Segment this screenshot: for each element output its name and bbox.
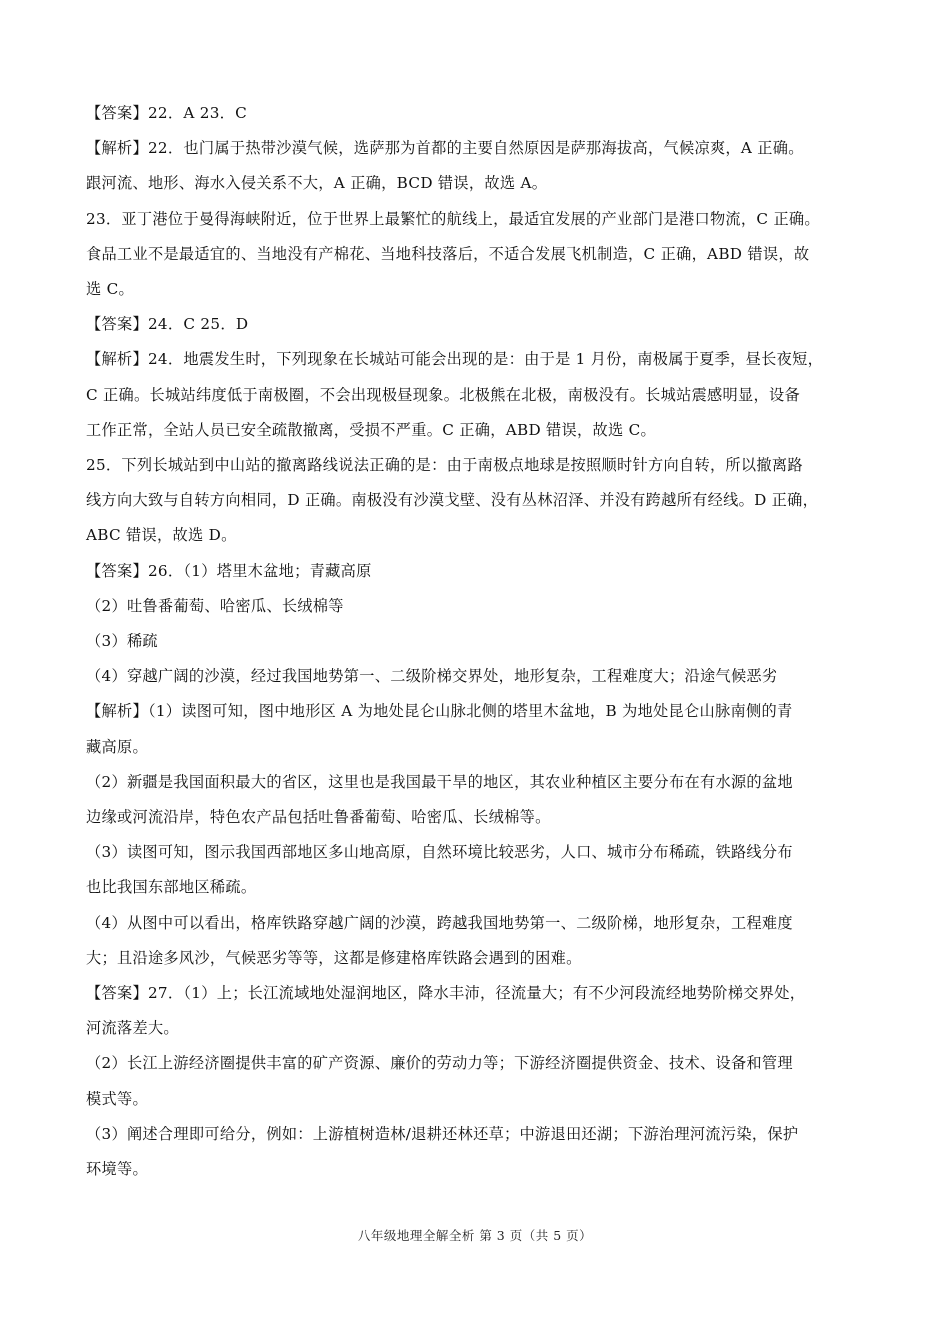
text-line: 【答案】27．（1）上；长江流域地处湿润地区，降水丰沛，径流量大；有不少河段流经地势阶梯交界处，	[86, 984, 806, 1003]
text-line: 食品工业不是最适宜的、当地没有产棉花、当地科技落后，不适合发展飞机制造，C 正确，ABD 错误，故	[86, 244, 810, 263]
text-line: 【解析】24．地震发生时，下列现象在长城站可能会出现的是：由于是 1 月份，南极属于夏季，昼长夜短，	[86, 350, 824, 369]
text-line: 河流落差大。	[86, 1019, 179, 1038]
text-line: 线方向大致与自转方向相同，D 正确。南极没有沙漠戈壁、没有丛林沼泽、并没有跨越所有经线。D 正确，	[86, 491, 819, 510]
text-line: 【答案】22．A 23．C	[86, 104, 248, 122]
text-line: （3）阐述合理即可给分，例如：上游植树造林/退耕还林还草；中游退田还湖；下游治理河流污染，保护	[86, 1124, 799, 1143]
text-line: 【解析】22．也门属于热带沙漠气候，选萨那为首都的主要自然原因是萨那海拔高，气候凉爽，A 正确。	[86, 139, 804, 158]
text-line: （3）读图可知，图示我国西部地区多山地高原，自然环境比较恶劣，人口、城市分布稀疏，铁路线分布	[86, 843, 793, 862]
text-line: （2）新疆是我国面积最大的省区，这里也是我国最干旱的地区，其农业种植区主要分布在有水源的盆地	[86, 772, 793, 791]
text-line: 【解析】（1）读图可知，图中地形区 A 为地处昆仑山脉北侧的塔里木盆地，B 为地处昆仑山脉南侧的青	[86, 702, 793, 721]
text-line: 选 C。	[86, 280, 135, 299]
text-line: C 正确。长城站纬度低于南极圈，不会出现极昼现象。北极熊在北极，南极没有。长城站震感明显，设备	[86, 385, 800, 404]
text-line: 也比我国东部地区稀疏。	[86, 878, 257, 897]
text-line: 大；且沿途多风沙，气候恶劣等等，这都是修建格库铁路会遇到的困难。	[86, 948, 582, 967]
page-footer: 八年级地理全解全析 第 3 页（共 5 页）	[357, 1228, 593, 1243]
text-line: 边缘或河流沿岸，特色农产品包括吐鲁番葡萄、哈密瓜、长绒棉等。	[86, 808, 551, 827]
text-line: 模式等。	[86, 1089, 148, 1108]
text-line: 23．亚丁港位于曼得海峡附近，位于世界上最繁忙的航线上，最适宜发展的产业部门是港口物流，C 正确。	[86, 209, 820, 228]
text-line: （2）吐鲁番葡萄、哈密瓜、长绒棉等	[86, 596, 344, 615]
text-line: 【答案】26．（1）塔里木盆地；青藏高原	[86, 561, 372, 580]
text-line: 跟河流、地形、海水入侵关系不大，A 正确，BCD 错误，故选 A。	[86, 174, 548, 193]
text-line: 藏高原。	[86, 737, 148, 756]
text-line: 【答案】24．C 25．D	[86, 315, 249, 334]
text-line: 环境等。	[86, 1160, 148, 1179]
document-body	[86, 96, 876, 1187]
text-line: 工作正常，全站人员已安全疏散撤离，受损不严重。C 正确，ABD 错误，故选 C。	[86, 420, 657, 439]
text-line: （4）从图中可以看出，格库铁路穿越广阔的沙漠，跨越我国地势第一、二级阶梯，地形复杂，工程难度	[86, 913, 793, 932]
text-line: （3）稀疏	[86, 632, 158, 651]
text-line: （4）穿越广阔的沙漠，经过我国地势第一、二级阶梯交界处，地形复杂，工程难度大；沿途气候恶劣	[86, 667, 778, 686]
text-line: 25．下列长城站到中山站的撤离路线说法正确的是：由于南极点地球是按照顺时针方向自转，所以撤离路	[86, 456, 803, 475]
text-line: ABC 错误，故选 D。	[86, 526, 237, 545]
text-line: （2）长江上游经济圈提供丰富的矿产资源、廉价的劳动力等；下游经济圈提供资金、技术、设备和管理	[86, 1054, 793, 1073]
